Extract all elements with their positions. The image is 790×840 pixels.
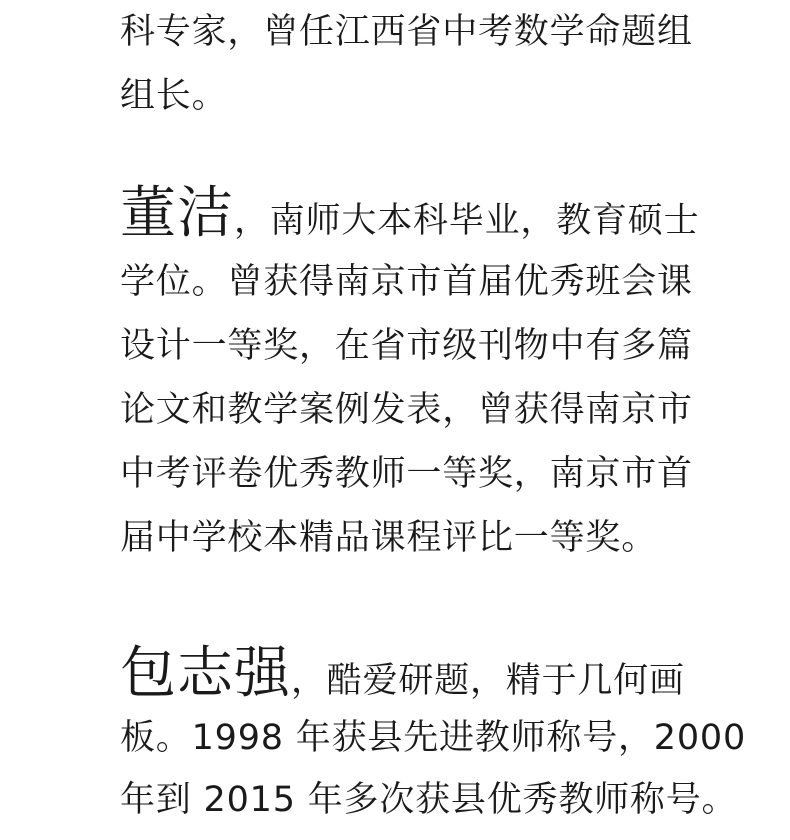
bio-bao-line-3: 年到 2015 年多次获县优秀教师称号。 (120, 780, 738, 820)
bio-bao-line-2: 板。1998 年获县先进教师称号，2000 (120, 718, 747, 758)
bio-bao-first-line (120, 641, 685, 706)
bio-dong-line-3: 设计一等奖，在省市级刊物中有多篇 (120, 326, 693, 366)
bio-dong-name: 董洁 (120, 181, 234, 246)
bio-dong-line-5: 中考评卷优秀教师一等奖，南京市首 (120, 454, 693, 494)
bio-intro-line-2: 组长。 (120, 76, 228, 116)
bio-dong-first-line (120, 181, 700, 246)
bio-intro-line-1: 科专家，曾任江西省中考数学命题组 (120, 12, 693, 52)
bio-dong-line-2: 学位。曾获得南京市首届优秀班会课 (120, 262, 693, 302)
bio-bao-name: 包志强 (120, 641, 291, 706)
bio-dong-line-4: 论文和教学案例发表，曾获得南京市 (120, 390, 693, 430)
bio-dong-line-6: 届中学校本精品课程评比一等奖。 (120, 518, 658, 558)
bio-bao-line-1: ，酷爱研题，精于几何画 (291, 661, 685, 701)
bio-dong-line-1: ，南师大本科毕业，教育硕士 (234, 201, 700, 241)
